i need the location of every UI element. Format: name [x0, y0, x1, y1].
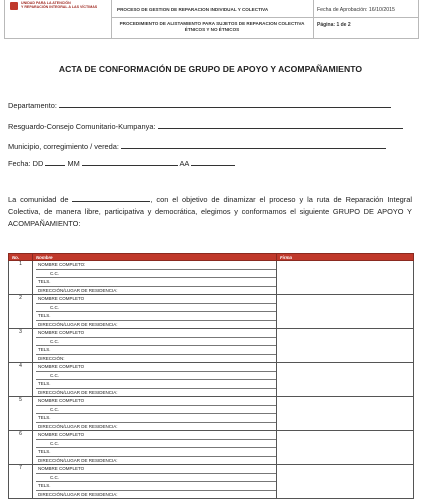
direccion-line: DIRECCIÓN/LUGAR DE RESIDENCIA:: [38, 491, 118, 497]
direccion-line: DIRECCIÓN/LUGAR DE RESIDENCIA:: [38, 321, 118, 327]
cc-line: C.C.: [36, 338, 276, 347]
municipio-input-line[interactable]: [121, 141, 386, 149]
signature-cell[interactable]: [277, 431, 414, 465]
member-info-cell[interactable]: [33, 363, 277, 397]
nombre-line: NOMBRE COMPLETO: [36, 363, 276, 372]
header-row-1: [111, 0, 418, 18]
tels-line: TELS.: [36, 448, 276, 457]
member-info-cell[interactable]: [33, 465, 277, 499]
table-row: [9, 431, 414, 465]
logo-cell: [5, 0, 112, 38]
org-name: UNIDAD PARA LA ATENCIÓN Y REPARACIÓN INTEGRAL A LAS VÍCTIMAS: [21, 1, 98, 10]
direccion-line: DIRECCIÓN/LUGAR DE RESIDENCIA:: [38, 287, 118, 293]
resguardo-field: [8, 121, 403, 131]
member-info-cell[interactable]: [33, 261, 277, 295]
row-number: 4: [9, 363, 33, 397]
statement-paragraph: La comunidad de , con el objetivo de dinamizar el proceso y la ruta de Reparación Integral Colectiva, de manera libre, participativa y democrática, elegimos y conformamos el siguiente GRUPO DE APOYO Y ACOMPAÑAMIENTO:: [8, 195, 412, 228]
page-number: Página: 1 de 2: [317, 22, 351, 28]
procedure-name: PROCEDIMIENTO DE ALISTAMIENTO PARA SUJETOS DE REPARACION COLECTIVA ÉTNICOS Y NO ÉTNICOS: [119, 21, 305, 32]
header-row-2: [111, 17, 418, 38]
municipio-field: [8, 141, 386, 151]
fecha-mm-line[interactable]: [82, 158, 178, 166]
tels-line: TELS.: [36, 312, 276, 321]
table-row: [9, 295, 414, 329]
document-header: [4, 0, 419, 39]
table-row: [9, 397, 414, 431]
direccion-line: DIRECCIÓN:: [38, 355, 65, 361]
direccion-line: DIRECCIÓN/LUGAR DE RESIDENCIA:: [38, 457, 118, 463]
row-number: 1: [9, 261, 33, 295]
nombre-line: NOMBRE COMPLETO: [36, 295, 276, 304]
approval-date: Fecha de Aprobación: 16/10/2015: [317, 7, 395, 13]
process-name: PROCESO DE GESTION DE REPARACION INDIVIDUAL Y COLECTIVA: [117, 7, 269, 12]
tels-line: TELS.: [36, 414, 276, 423]
direccion-line: DIRECCIÓN/LUGAR DE RESIDENCIA:: [38, 389, 118, 395]
signature-cell[interactable]: [277, 261, 414, 295]
cc-line: C.C.: [36, 372, 276, 381]
nombre-line: NOMBRE COMPLETO: [36, 431, 276, 440]
row-number: 5: [9, 397, 33, 431]
cc-line: C.C.: [36, 270, 276, 279]
tels-line: TELS.: [36, 346, 276, 355]
nombre-line: NOMBRE COMPLETO:: [36, 261, 276, 270]
member-info-cell[interactable]: [33, 329, 277, 363]
signature-cell[interactable]: [277, 329, 414, 363]
row-number: 7: [9, 465, 33, 499]
row-number: 6: [9, 431, 33, 465]
table-row: [9, 363, 414, 397]
direccion-line: DIRECCIÓN/LUGAR DE RESIDENCIA:: [38, 423, 118, 429]
cc-line: C.C.: [36, 474, 276, 483]
comunidad-input-line[interactable]: [72, 194, 150, 202]
logo-icon: [10, 2, 18, 10]
member-info-cell[interactable]: [33, 295, 277, 329]
document-title: ACTA DE CONFORMACIÓN DE GRUPO DE APOYO Y ACOMPAÑAMIENTO: [58, 64, 363, 74]
municipio-label: Municipio, corregimiento / vereda:: [8, 142, 119, 151]
departamento-label: Departamento:: [8, 101, 57, 110]
fecha-dd-label: Fecha: DD: [8, 159, 44, 168]
departamento-field: [8, 100, 391, 110]
tels-line: TELS.: [36, 278, 276, 287]
signature-cell[interactable]: [277, 363, 414, 397]
cc-line: C.C.: [36, 440, 276, 449]
signature-cell[interactable]: [277, 465, 414, 499]
table-row: [9, 261, 414, 295]
tels-line: TELS.: [36, 380, 276, 389]
fecha-aa-label: AA: [179, 159, 189, 168]
departamento-input-line[interactable]: [59, 100, 391, 108]
row-number: 2: [9, 295, 33, 329]
table-row: [9, 465, 414, 499]
col-header-firma: Firma: [277, 254, 414, 261]
col-header-no: No.: [9, 254, 33, 261]
fecha-dd-line[interactable]: [45, 158, 65, 166]
nombre-line: NOMBRE COMPLETO: [36, 465, 276, 474]
signature-cell[interactable]: [277, 397, 414, 431]
col-header-nombre: Nombre: [33, 254, 277, 261]
signature-cell[interactable]: [277, 295, 414, 329]
members-table: [8, 253, 414, 499]
table-header-row: [9, 254, 414, 261]
fecha-field: [8, 158, 235, 168]
member-info-cell[interactable]: [33, 431, 277, 465]
member-info-cell[interactable]: [33, 397, 277, 431]
tels-line: TELS.: [36, 482, 276, 491]
table-row: [9, 329, 414, 363]
fecha-aa-line[interactable]: [191, 158, 235, 166]
resguardo-label: Resguardo-Consejo Comunitario-Kumpanya:: [8, 122, 156, 131]
cc-line: C.C.: [36, 406, 276, 415]
fecha-mm-label: MM: [67, 159, 80, 168]
nombre-line: NOMBRE COMPLETO: [36, 397, 276, 406]
nombre-line: NOMBRE COMPLETO: [36, 329, 276, 338]
row-number: 3: [9, 329, 33, 363]
resguardo-input-line[interactable]: [158, 121, 403, 129]
cc-line: C.C.: [36, 304, 276, 313]
